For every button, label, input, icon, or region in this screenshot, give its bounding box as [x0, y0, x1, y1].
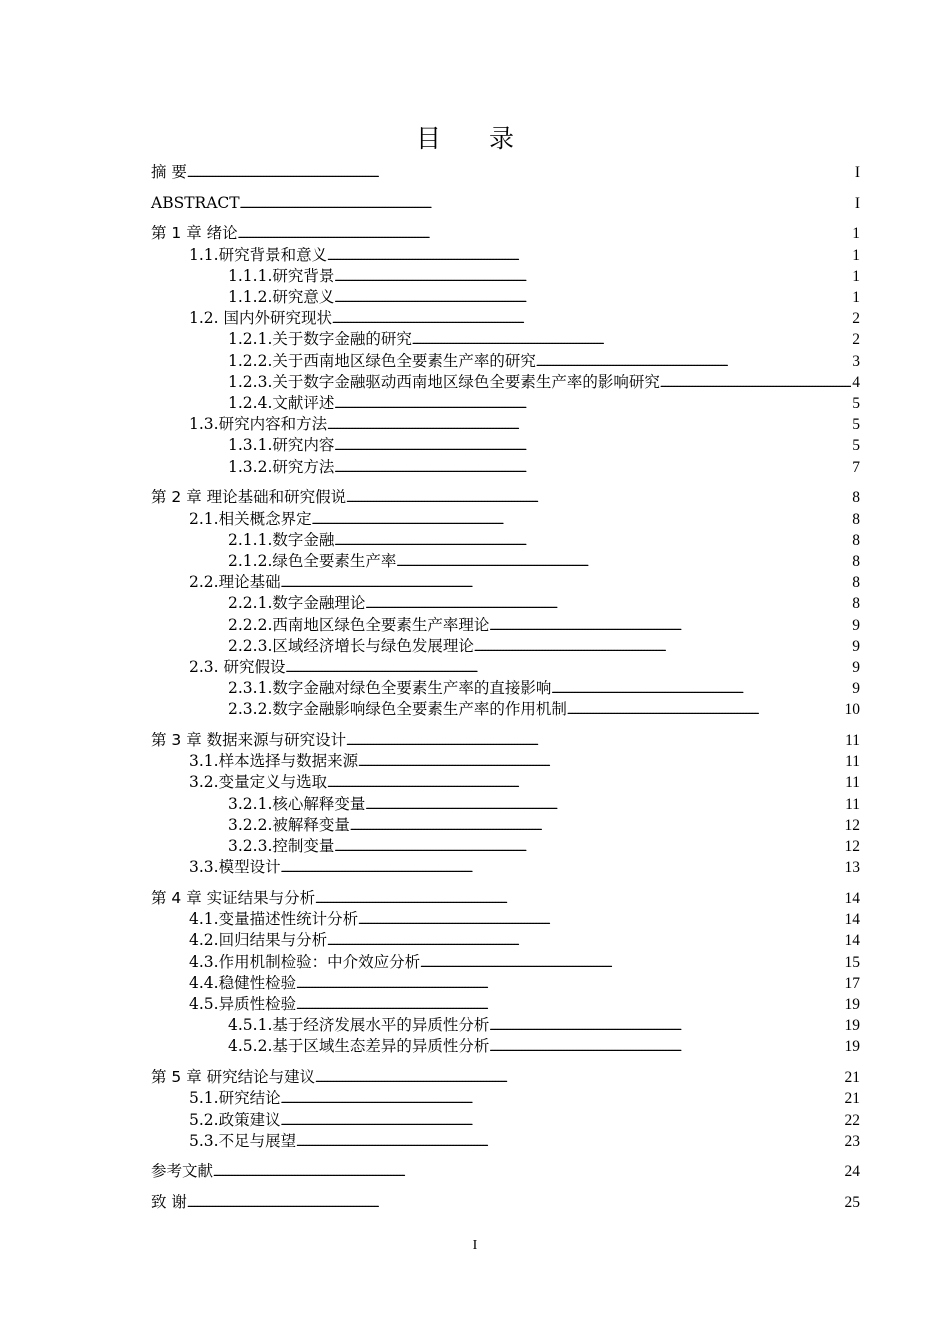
toc-entry[interactable] [151, 795, 860, 816]
toc-entry[interactable] [151, 224, 860, 245]
dot-leader [296, 974, 843, 995]
toc-entry[interactable] [151, 773, 860, 794]
toc-entry-label: 2.3.2.数字金融影响绿色全要素生产率的作用机制 [228, 700, 567, 719]
toc-entry-page: 15 [844, 953, 860, 971]
dot-leader [327, 415, 851, 436]
toc-entry-label: 4.5.1.基于经济发展水平的异质性分析 [228, 1016, 490, 1035]
toc-entry-page: I [854, 164, 860, 181]
toc-entry[interactable] [151, 552, 860, 573]
toc-entry-page: 14 [844, 911, 860, 929]
toc-entry-page: 8 [852, 552, 860, 570]
toc-entry[interactable] [151, 995, 860, 1016]
toc-entry-page: 11 [845, 774, 860, 792]
dot-leader [396, 552, 851, 573]
toc-entry[interactable] [151, 267, 860, 288]
toc-entry-page: 19 [844, 1038, 860, 1056]
toc-entry-label: 致 谢 [151, 1193, 187, 1212]
toc-entry[interactable] [151, 1162, 860, 1183]
toc-entry-label: 第 5 章 研究结论与建议 [151, 1068, 316, 1087]
dot-leader [334, 458, 851, 479]
toc-entry[interactable] [151, 910, 860, 931]
dot-leader [334, 531, 851, 552]
toc-entry[interactable] [151, 731, 860, 752]
dot-leader [567, 700, 844, 721]
toc-entry[interactable] [151, 837, 860, 858]
dot-leader [489, 616, 851, 637]
toc-entry-label: 1.3.研究内容和方法 [189, 415, 328, 434]
toc-entry-page: 21 [844, 1090, 860, 1108]
toc-entry-page: 10 [844, 701, 860, 719]
dot-leader [350, 816, 844, 837]
dot-leader [296, 1132, 843, 1153]
dot-leader [286, 658, 852, 679]
toc-entry[interactable] [151, 373, 860, 394]
dot-leader [327, 246, 851, 267]
toc-entry-label: 3.2.3.控制变量 [228, 837, 335, 856]
toc-entry-page: 3 [852, 352, 860, 370]
toc-entry-page: 11 [845, 732, 860, 750]
toc-entry-label: ABSTRACT [151, 193, 240, 212]
toc-entry-label: 1.3.2.研究方法 [228, 457, 335, 476]
dot-leader [334, 837, 843, 858]
toc-entry-page: 21 [844, 1069, 860, 1087]
dot-leader [365, 594, 851, 615]
toc-entry-page: 24 [844, 1163, 860, 1181]
toc-entry[interactable] [151, 616, 860, 637]
toc-entry[interactable] [151, 415, 860, 436]
toc-entry-page: I [854, 194, 860, 212]
dot-leader [346, 731, 844, 752]
dot-leader [238, 224, 852, 245]
toc-entry-page: 11 [845, 795, 860, 813]
toc-entry[interactable] [151, 658, 860, 679]
toc-entry[interactable] [151, 953, 860, 974]
toc-entry[interactable] [151, 1016, 860, 1037]
toc-entry-page: 1 [852, 267, 860, 285]
toc-entry-label: 第 1 章 绪论 [151, 224, 238, 243]
toc-entry[interactable] [151, 1193, 860, 1214]
toc-entry[interactable] [151, 1089, 860, 1110]
toc-entry-page: 5 [852, 416, 860, 434]
toc-entry-label: 5.3.不足与展望 [189, 1131, 297, 1150]
toc-entry-label: 4.4.稳健性检验 [189, 973, 297, 992]
dot-leader [240, 194, 854, 215]
toc-entry-page: 9 [852, 616, 860, 634]
toc-entry-page: 12 [844, 838, 860, 856]
toc-entry-page: 1 [852, 225, 860, 243]
toc-entry-label: 4.1.变量描述性统计分析 [189, 910, 359, 929]
toc-entry-label: 1.2. 国内外研究现状 [189, 309, 333, 328]
toc-entry[interactable] [151, 436, 860, 457]
toc-entry-page: 9 [852, 658, 860, 676]
toc-entry[interactable] [151, 246, 860, 267]
toc-entry-page: 22 [844, 1111, 860, 1129]
toc-entry-page: 8 [852, 531, 860, 549]
toc-entry-page: 1 [852, 246, 860, 264]
toc-entry-label: 第 3 章 数据来源与研究设计 [151, 731, 347, 750]
toc-entry-page: 8 [852, 574, 860, 592]
toc-entry-page: 5 [852, 395, 860, 413]
toc-entry-label: 1.2.3.关于数字金融驱动西南地区绿色全要素生产率的影响研究 [228, 372, 660, 391]
toc-entry[interactable] [151, 858, 860, 879]
toc-entry[interactable] [151, 931, 860, 952]
toc-entry-label: 1.3.1.研究内容 [228, 436, 335, 455]
toc-entry-label: 2.2.3.区域经济增长与绿色发展理论 [228, 636, 474, 655]
toc-entry-page: 17 [844, 974, 860, 992]
toc-entry[interactable] [151, 309, 860, 330]
toc-entry[interactable] [151, 488, 860, 509]
dot-leader [281, 573, 852, 594]
toc-entry-page: 23 [844, 1132, 860, 1150]
toc-entry-label: 2.1.1.数字金融 [228, 530, 335, 549]
toc-entry[interactable] [151, 1068, 860, 1089]
dot-leader [315, 889, 843, 910]
toc-entry[interactable] [151, 889, 860, 910]
dot-leader [334, 436, 851, 457]
toc-entry-label: 2.2.2.西南地区绿色全要素生产率理论 [228, 615, 490, 634]
dot-leader [334, 394, 851, 415]
toc-entry-page: 19 [844, 1017, 860, 1035]
toc-entry-page: 13 [844, 859, 860, 877]
toc-entry-page: 9 [852, 680, 860, 698]
toc-entry-label: 第 4 章 实证结果与分析 [151, 889, 316, 907]
toc-entry-label: 3.1.样本选择与数据来源 [189, 752, 359, 771]
dot-leader [536, 352, 851, 373]
toc-entry-page: 8 [852, 510, 860, 528]
toc-entry-page: 7 [852, 458, 860, 476]
toc-entry-page: 5 [852, 437, 860, 455]
dot-leader [213, 1162, 843, 1183]
toc-entry-label: 2.1.相关概念界定 [189, 509, 312, 528]
dot-leader [358, 752, 844, 773]
toc-entry[interactable] [151, 594, 860, 615]
dot-leader [315, 1068, 843, 1089]
toc-entry-label: 2.3. 研究假设 [189, 657, 286, 676]
toc-entry-label: 摘 要 [151, 163, 187, 181]
toc-entry[interactable] [151, 194, 860, 215]
dot-leader [312, 510, 852, 531]
dot-leader [365, 795, 844, 816]
toc-entry-page: 14 [844, 890, 860, 907]
dot-leader [420, 953, 843, 974]
toc-entry-label: 1.1.2.研究意义 [228, 288, 335, 307]
toc-entry-page: 19 [844, 996, 860, 1014]
dot-leader [327, 773, 844, 794]
toc-entry[interactable] [151, 974, 860, 995]
toc-entry[interactable] [151, 531, 860, 552]
dot-leader [296, 995, 843, 1016]
toc-entry[interactable] [151, 1037, 860, 1058]
dot-leader [551, 679, 851, 700]
toc-entry[interactable] [151, 1132, 860, 1153]
toc-entry-label: 1.2.1.关于数字金融的研究 [228, 330, 412, 349]
toc-entry-label: 5.1.研究结论 [189, 1089, 281, 1108]
toc-entry-label: 参考文献 [151, 1162, 214, 1181]
dot-leader [346, 488, 851, 509]
toc-entry-label: 3.2.1.核心解释变量 [228, 794, 366, 813]
toc-entry-label: 1.1.1.研究背景 [228, 266, 335, 285]
toc-entry-label: 2.2.1.数字金融理论 [228, 594, 366, 613]
toc-entry[interactable] [151, 394, 860, 415]
toc-entry-page: 4 [852, 373, 860, 391]
toc-entry-label: 4.2.回归结果与分析 [189, 931, 328, 950]
dot-leader [660, 373, 851, 394]
toc-entry-page: 2 [852, 331, 860, 349]
toc-entry-label: 5.2.政策建议 [189, 1110, 281, 1129]
dot-leader [489, 1037, 843, 1058]
toc-entry-label: 4.3.作用机制检验：中介效应分析 [189, 952, 421, 971]
dot-leader [281, 1111, 844, 1132]
toc-entry-label: 3.2.变量定义与选取 [189, 773, 328, 792]
toc-entry[interactable] [151, 163, 860, 184]
toc-entry[interactable] [151, 330, 860, 351]
dot-leader [334, 288, 851, 309]
toc-entry-label: 2.3.1.数字金融对绿色全要素生产率的直接影响 [228, 679, 552, 698]
toc-entry-label: 1.1.研究背景和意义 [189, 245, 328, 264]
dot-leader [187, 163, 854, 184]
toc-entry[interactable] [151, 458, 860, 479]
dot-leader [334, 267, 851, 288]
toc-entry-page: 11 [845, 753, 860, 771]
toc-entry[interactable] [151, 700, 860, 721]
dot-leader [281, 1089, 844, 1110]
page-title: 目 录 [416, 124, 534, 153]
dot-leader [327, 931, 843, 952]
toc-entry-page: 8 [852, 489, 860, 507]
toc-entry-page: 2 [852, 310, 860, 328]
toc-entry-label: 1.2.2.关于西南地区绿色全要素生产率的研究 [228, 351, 536, 370]
toc-entry[interactable] [151, 288, 860, 309]
dot-leader [281, 858, 844, 879]
toc-entry-label: 第 2 章 理论基础和研究假说 [151, 488, 347, 507]
dot-leader [332, 309, 851, 330]
toc-entry-label: 4.5.异质性检验 [189, 995, 297, 1014]
toc-entry-label: 1.2.4.文献评述 [228, 394, 335, 413]
toc-entry[interactable] [151, 679, 860, 700]
toc-entry-label: 4.5.2.基于区域生态差异的异质性分析 [228, 1037, 490, 1056]
dot-leader [412, 330, 851, 351]
toc-entry-page: 12 [844, 816, 860, 834]
toc-entry[interactable] [151, 573, 860, 594]
toc-entry-page: 8 [852, 595, 860, 613]
toc-entry[interactable] [151, 816, 860, 837]
dot-leader [489, 1016, 843, 1037]
toc-entry[interactable] [151, 637, 860, 658]
dot-leader [358, 910, 843, 931]
toc-entry[interactable] [151, 352, 860, 373]
toc-entry[interactable] [151, 510, 860, 531]
toc-entry-page: 14 [844, 932, 860, 950]
toc-entry-label: 2.1.2.绿色全要素生产率 [228, 551, 397, 570]
toc-entry-page: 25 [844, 1194, 860, 1212]
toc-entry-label: 3.3.模型设计 [189, 858, 281, 877]
page-number: I [472, 1238, 478, 1253]
dot-leader [474, 637, 851, 658]
toc-entry-page: 9 [852, 637, 860, 655]
toc-entry[interactable] [151, 752, 860, 773]
toc-entry-page: 1 [852, 289, 860, 307]
dot-leader [187, 1193, 844, 1214]
table-of-contents [151, 163, 860, 1214]
toc-entry[interactable] [151, 1111, 860, 1132]
toc-entry-label: 3.2.2.被解释变量 [228, 815, 350, 834]
toc-entry-label: 2.2.理论基础 [189, 573, 281, 592]
